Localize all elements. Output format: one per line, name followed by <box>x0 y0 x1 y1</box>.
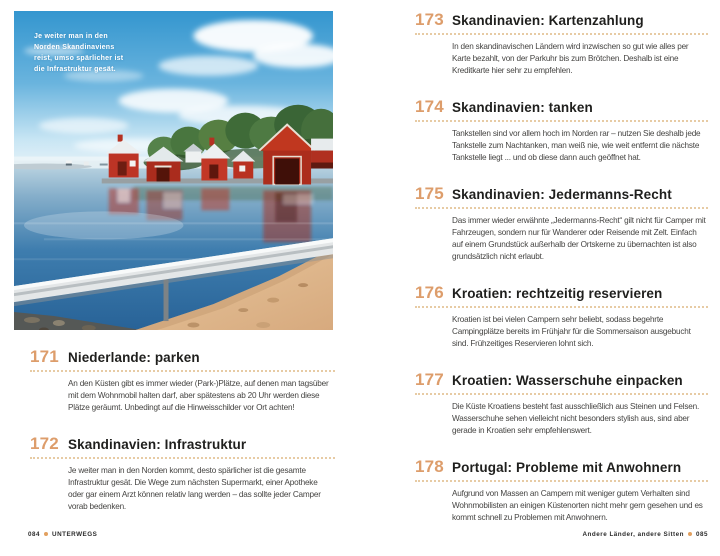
tip-174 <box>415 97 708 164</box>
tip-number: 176 <box>415 283 444 302</box>
dotted-divider <box>30 370 335 372</box>
tip-title: Kroatien: rechtzeitig reservieren <box>452 286 663 301</box>
tip-title: Kroatien: Wasserschuhe einpacken <box>452 373 683 388</box>
dotted-divider <box>415 306 708 308</box>
tip-title: Portugal: Probleme mit Anwohnern <box>452 460 682 475</box>
page-number-right: 085 <box>695 531 708 538</box>
tip-number: 171 <box>30 347 59 366</box>
tip-173 <box>415 10 708 77</box>
tip-172 <box>30 434 335 513</box>
dotted-divider <box>415 207 708 209</box>
tip-body: In den skandinavischen Ländern wird inzwischen so gut wie alles per Karte bezahlt, von der Parkuhr bis zum Brötchen. Deshalb ist eine Kreditkarte hier sehr zu empfehlen. <box>452 42 689 75</box>
tip-body: Tankstellen sind vor allem hoch im Norden rar – nutzen Sie deshalb jede Tankstelle zum Nachtanken, man weiß nie, wie weit entfernt die nächste Tankstelle liegt ... und ob diese dann auch geöffnet hat. <box>452 129 701 162</box>
photo-scandinavian-harbour <box>14 11 333 330</box>
tip-body: Die Küste Kroatiens besteht fast ausschließlich aus Steinen und Felsen. Wasserschuhe sehen vielleicht nicht besonders stylish aus, sind aber gerade in Kroatien sehr empfehlenswert. <box>452 402 700 435</box>
photo-caption-line: reist, umso spärlicher ist <box>34 55 124 62</box>
tip-number: 174 <box>415 97 444 116</box>
tip-177 <box>415 370 708 437</box>
tip-175 <box>415 184 708 263</box>
tip-number: 172 <box>30 434 59 453</box>
footer-left <box>28 531 97 538</box>
footer-dot-icon <box>688 532 692 536</box>
dotted-divider <box>415 393 708 395</box>
tip-title: Skandinavien: tanken <box>452 100 593 115</box>
right-tips-column <box>415 10 708 544</box>
page-number-left: 084 <box>28 531 41 538</box>
photo-caption-line: die Infrastruktur gesät. <box>34 66 116 73</box>
tip-178 <box>415 457 708 524</box>
tip-title: Skandinavien: Infrastruktur <box>68 437 247 452</box>
dotted-divider <box>30 457 335 459</box>
tip-body: Kroatien ist bei vielen Campern sehr beliebt, sodass begehrte Campingplätze bereits im Frühjahr für die Sommersaison ausgebucht sind. Frühzeitiges Reservieren lohnt sich. <box>452 315 691 348</box>
section-label: UNTERWEGS <box>52 531 98 538</box>
tip-number: 175 <box>415 184 444 203</box>
footer-dot-icon <box>44 532 48 536</box>
tip-body: Aufgrund von Massen an Campern mit weniger gutem Verhalten sind Wohnmobilisten an einigen Küstenorten nicht mehr gern gesehen und es kommt schnell zu Problemen mit Anwohnern. <box>452 489 703 522</box>
tip-title: Niederlande: parken <box>68 350 200 365</box>
tip-body: An den Küsten gibt es immer wieder (Park-)Plätze, auf denen man tagsüber mit dem Wohnmobil halten darf, aber spätestens ab 20 Uhr werden diese Plätze geräumt. Unbedingt auf die Hinweisschilder vor Ort achten! <box>68 379 329 412</box>
tip-title: Skandinavien: Kartenzahlung <box>452 13 644 28</box>
tip-body: Das immer wieder erwähnte „Jedermanns-Recht“ gilt nicht für Camper mit Fahrzeugen, sondern nur für Wanderer oder Reisende mit Zelt. Einfach auf einem Grundstück außerhalb der Ortskerne zu übernachten ist also grundsätzlich nicht erlaubt. <box>452 216 706 261</box>
photo-caption-line: Norden Skandinaviens <box>34 44 115 51</box>
chapter-label: Andere Länder, andere Sitten <box>582 531 684 538</box>
photo-caption <box>34 31 123 75</box>
tip-number: 177 <box>415 370 444 389</box>
footer-right <box>583 531 709 538</box>
tip-176 <box>415 283 708 350</box>
tip-body: Je weiter man in den Norden kommt, desto spärlicher ist die gesamte Infrastruktur gesät. Die Wege zum nächsten Supermarkt, einer Apotheke oder gar einem Arzt können relativ lang werden – das sollte jeder Camper vorab bedenken. <box>68 466 321 511</box>
tip-171 <box>30 347 335 414</box>
tip-number: 173 <box>415 10 444 29</box>
tip-title: Skandinavien: Jedermanns-Recht <box>452 187 672 202</box>
tip-number: 178 <box>415 457 444 476</box>
dotted-divider <box>415 480 708 482</box>
dotted-divider <box>415 120 708 122</box>
left-tips-column <box>30 347 335 533</box>
photo-caption-line: Je weiter man in den <box>34 33 108 40</box>
dotted-divider <box>415 33 708 35</box>
